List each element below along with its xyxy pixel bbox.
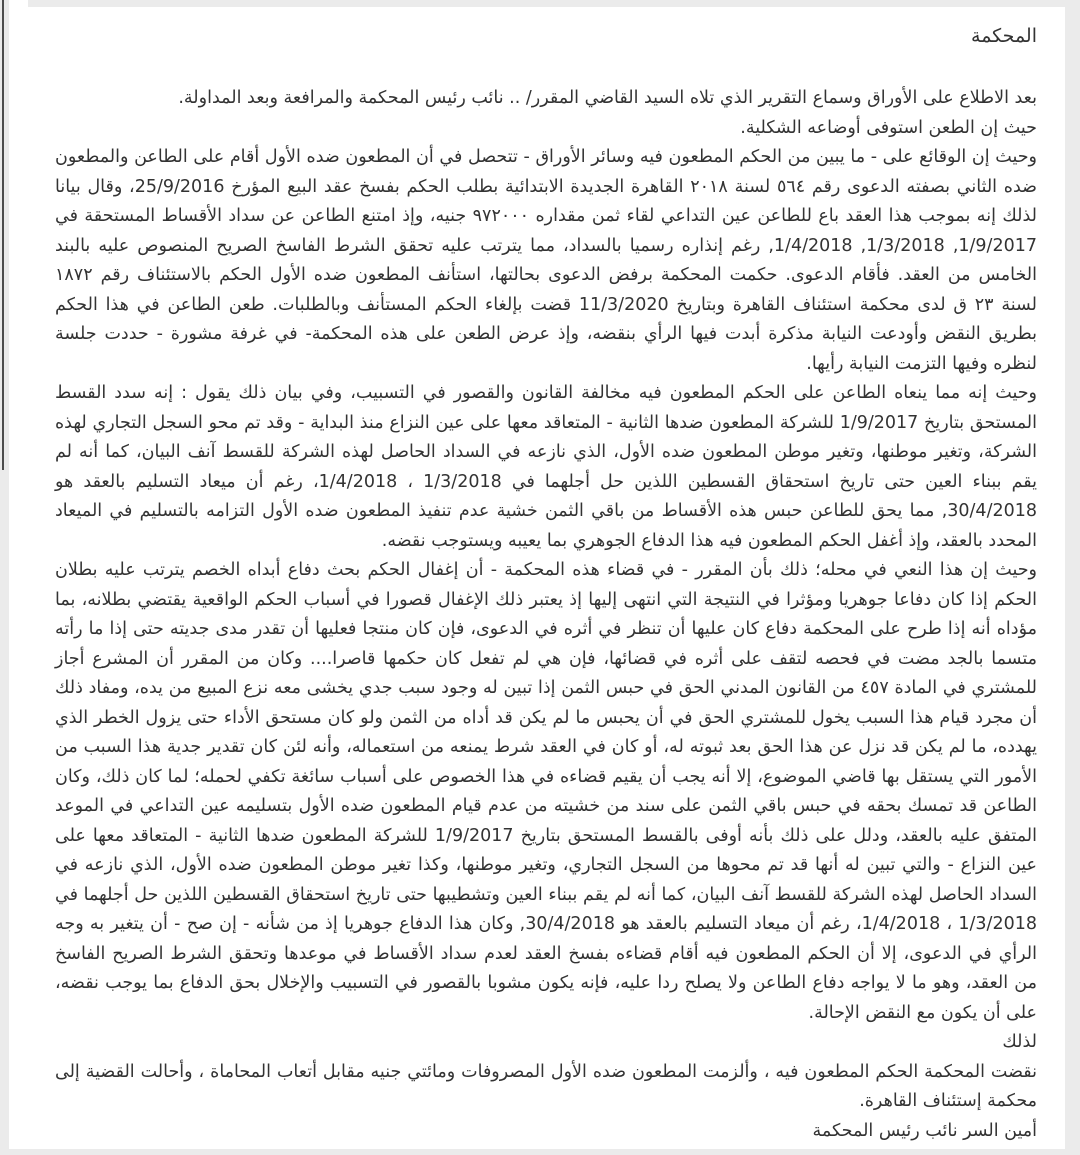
judgment-text-body bbox=[55, 22, 1037, 1146]
scan-artifact-line bbox=[2, 0, 4, 470]
paragraph-preamble: بعد الاطلاع على الأوراق وسماع التقرير الذي تلاه السيد القاضي المقرر/ .. نائب رئيس المحكمة والمرافعة وبعد المداولة. bbox=[178, 88, 1037, 108]
paragraph-court-reasoning: وحيث إن هذا النعي في محله؛ ذلك بأن المقرر - في قضاء هذه المحكمة - أن إغفال الحكم بحث دفاع أبداه الخصم يترتب عليه بطلان الحكم إذا كان دفاعا جوهريا ومؤثرا في النتيجة التي انتهى إليها إذ يعتبر ذلك الإغفال قصورا في أسباب الحكم الواقعية يقتضي بطلانه، بما مؤداه أنه إذا طرح على المحكمة دفاع كان عليها أن تنظر في أثره في الدعوى، فإن كان منتجا فعليها أن تقدر مدى جديته حتى إذا ما رأته متسما بالجد مضت في فحصه لتقف على أثره في قضائها، فإن هي لم تفعل كان حكمها قاصرا.... وكان من المقرر أن المشرع أجاز للمشتري في المادة ٤٥٧ من القانون المدني الحق في حبس الثمن إذا تبين له وجود سبب جدي يخشى معه نزع المبيع من يده، ومفاد ذلك أن مجرد قيام هذا السبب يخول للمشتري الحق في أن يحبس ما لم يكن قد أداه من الثمن ولو كان مستحق الأداء حتى يزول الخطر الذي يهدده، ما لم يكن قد نزل عن هذا الحق بعد ثبوته له، أو كان في العقد شرط يمنعه من استعماله، وأنه لئن كان تقدير جدية هذا السبب من الأمور التي يستقل بها قاضي الموضوع، إلا أنه يجب أن يقيم قضاءه في هذا الخصوص على أسباب سائغة تكفي لحمله؛ لما كان ذلك، وكان الطاعن قد تمسك بحقه في حبس باقي الثمن على سند من خشيته من عدم قيام المطعون ضده الأول بتسليمه عين التداعي في الموعد المتفق عليه بالعقد، ودلل على ذلك بأنه أوفى بالقسط المستحق بتاريخ 1/9/2017 للشركة المطعون ضدها الثانية - المتعاقد معها على عين النزاع - والتي تبين له أنها قد تم محوها من السجل التجاري، وتغير موطنها، وكذا تغير موطن المطعون ضده الأول، الذي نازعه في السداد الحاصل لهذه الشركة للقسط آنف البيان، كما أنه لم يقم ببناء العين وتشطيبها حتى تاريخ استحقاق القسطين اللذين حل أجلهما في 1/3/2018 ، 1/4/2018، رغم أن ميعاد التسليم بالعقد هو 30/4/2018, وكان هذا الدفاع جوهريا إذ من شأنه - إن صح - أن يتغير به وجه الرأي في الدعوى، إلا أن الحكم المطعون فيه أقام قضاءه بفسخ العقد لعدم سداد الأقساط في موعدها وتحقق الشرط الصريح الفاسخ من العقد، وهو ما لا يواجه دفاع الطاعن ولا يصلح ردا عليه، فإنه يكون مشوبا بالقصور في التسبيب والإخلال بحق الدفاع بما يوجب نقضه، على أن يكون مع النقض الإحالة. bbox=[55, 560, 1037, 1023]
paragraph-case-facts: وحيث إن الوقائع على - ما يبين من الحكم المطعون فيه وسائر الأوراق - تتحصل في أن المطعون ضده الأول أقام على الطاعن والمطعون ضده الثاني بصفته الدعوى رقم ٥٦٤ لسنة ٢٠١٨ القاهرة الجديدة الابتدائية بطلب الحكم بفسخ عقد البيع المؤرخ 25/9/2016، وقال بيانا لذلك إنه بموجب هذا العقد باع للطاعن عين التداعي لقاء ثمن مقداره ٩٧٢٠٠٠ جنيه، وإذ امتنع الطاعن عن سداد الأقساط المستحقة في 1/9/2017, 1/3/2018, 1/4/2018, رغم إنذاره رسميا بالسداد، مما يترتب عليه تحقق الشرط الفاسخ الصريح المنصوص عليه بالبند الخامس من العقد. فأقام الدعوى. حكمت المحكمة برفض الدعوى بحالتها، استأنف المطعون ضده الأول الحكم بالاستئناف رقم ١٨٧٢ لسنة ٢٣ ق لدى محكمة استئناف القاهرة وبتاريخ 11/3/2020 قضت بإلغاء الحكم المستأنف وبالطلبات. طعن الطاعن في هذا الحكم بطريق النقض وأودعت النيابة مذكرة أبدت فيها الرأي بنقضه، وإذ عرض الطعن على هذه المحكمة- في غرفة مشورة - حددت جلسة لنظره وفيها التزمت النيابة رأيها. bbox=[55, 147, 1037, 374]
paragraph-grounds-of-appeal: وحيث إنه مما ينعاه الطاعن على الحكم المطعون فيه مخالفة القانون والقصور في التسبيب، وفي بيان ذلك يقول : إنه سدد القسط المستحق بتاريخ 1/9/2017 للشركة المطعون ضدها الثانية - المتعاقد معها على عين النزاع منذ البداية - وقد تم محو السجل التجاري لهذه الشركة، وتغير موطنها، وتغير موطن المطعون ضده الأول، الذي نازعه في السداد الحاصل لهذه الشركة للقسط آنف البيان، كما أنه لم يقم ببناء العين حتى تاريخ استحقاق القسطين اللذين حل أجلهما في 1/3/2018 ، 1/4/2018، رغم أن ميعاد التسليم بالعقد هو 30/4/2018, مما يحق للطاعن حبس هذه الأقساط من باقي الثمن خشية عدم تنفيذ المطعون ضده الأول التزامه بالتسليم في الميعاد المحدد بالعقد، وإذ أغفل الحكم المطعون فيه هذا الدفاع الجوهري بما يعيبه ويستوجب نقضه. bbox=[55, 383, 1038, 551]
page-title: المحكمة bbox=[971, 25, 1037, 47]
signature-line: أمين السر نائب رئيس المحكمة bbox=[812, 1120, 1037, 1141]
scan-edge-right bbox=[1065, 0, 1080, 1155]
scan-edge-bottom bbox=[0, 1149, 1080, 1155]
scan-edge-top bbox=[28, 0, 1080, 7]
paragraph-form-admissibility: حيث إن الطعن استوفى أوضاعه الشكلية. bbox=[740, 117, 1037, 138]
paragraph-therefore: لذلك bbox=[1002, 1032, 1037, 1052]
paragraph-verdict: نقضت المحكمة الحكم المطعون فيه ، وألزمت المطعون ضده الأول المصروفات ومائتي جنيه مقابل أتعاب المحاماة ، وأحالت القضية إلى محكمة إستئناف القاهرة. bbox=[55, 1061, 1037, 1111]
